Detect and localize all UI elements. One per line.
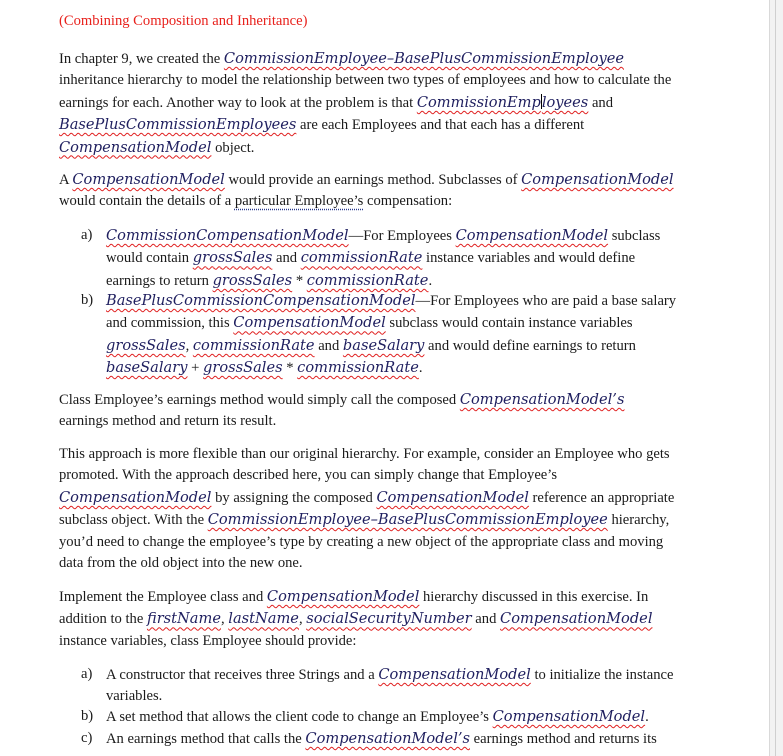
intro-paragraph: In chapter 9, we created the CommissionEmployee–BasePlusCommissionEmployee inheritance hierarchy to model the relationship between two types of employees and how to calculate the earnings for each. Another way to look at the problem is that CommissionEmployees and BasePlusCommissionEmployees are each Employees and that each has a different CompensationModel object. bbox=[59, 50, 672, 156]
margin-line bbox=[775, 0, 776, 756]
list-item: b) BasePlusCommissionCompensationModel—For Employees who are paid a base salary and commission, this CompensationModel subclass would contain instance variables grossSales, commissionRate and baseSalary and would define earnings to return baseSalary + grossSales * commissionRate. bbox=[81, 292, 677, 377]
list-marker: a) bbox=[81, 666, 93, 682]
compensation-model-paragraph: A CompensationModel would provide an earnings method. Subclasses of CompensationModel would contain the details of a particular Employee’s compensation: bbox=[59, 171, 674, 210]
code-term: CompensationModel bbox=[59, 488, 212, 506]
code-term: CompensationModel bbox=[521, 171, 674, 188]
code-term: CompensationModel bbox=[266, 588, 420, 605]
code-term: BasePlusCommissionCompensationModel bbox=[106, 292, 416, 309]
list-marker: b) bbox=[81, 292, 94, 308]
flexibility-paragraph: This approach is more flexible than our original hierarchy. For example, consider an Employee who gets promoted. With the approach described here, you can simply change that Employee’s CompensationModel by assigning the composed CompensationModel reference an appropriate subclass object. With the CommissionEmployee–BasePlusCommissionEmployee hierarchy, you’d need to change the employee’s type by creating a new object of the appropriate class and moving data from the old object into the new one. bbox=[59, 446, 675, 572]
code-term: lastName bbox=[228, 610, 299, 628]
code-term: CompensationModel bbox=[72, 171, 225, 188]
code-term: CompensationModel bbox=[376, 488, 529, 506]
earnings-paragraph: Class Employee’s earnings method would simply call the composed CompensationModel’s earnings method and return its result. bbox=[59, 391, 625, 430]
code-term: CompensationModel’s bbox=[459, 391, 625, 408]
code-term: CommissionEmployee–BasePlusCommissionEmployee bbox=[223, 50, 624, 67]
code-term: CompensationModel bbox=[455, 227, 609, 244]
code-term: CompensationModel bbox=[59, 138, 212, 156]
implementation-paragraph: Implement the Employee class and CompensationModel hierarchy discussed in this exercise. In addition to the firstName, lastName, socialSecurityNumber and CompensationModel instance variables, class Employee should provide: bbox=[59, 588, 653, 649]
code-term: grossSales bbox=[192, 249, 273, 267]
code-term: grossSales bbox=[212, 271, 293, 289]
code-term: CompensationModel bbox=[500, 610, 653, 628]
code-term: firstName bbox=[146, 610, 221, 628]
code-term: baseSalary bbox=[342, 336, 425, 354]
code-term: socialSecurityNumber bbox=[306, 610, 472, 628]
code-term: grossSales bbox=[106, 336, 186, 354]
code-term: CompensationModel bbox=[492, 708, 646, 725]
grammar-flag: particular Employee’s bbox=[234, 193, 364, 210]
code-term: CompensationModel bbox=[378, 666, 531, 683]
code-term: CompensationModel bbox=[233, 314, 386, 332]
exercise-title: (Combining Composition and Inheritance) bbox=[59, 13, 308, 29]
list-marker: a) bbox=[81, 227, 93, 243]
list-marker: b) bbox=[81, 708, 94, 724]
code-term: baseSalary bbox=[106, 359, 188, 377]
code-term: CommissionEmployees bbox=[416, 93, 589, 111]
code-term: BasePlusCommissionEmployees bbox=[59, 116, 297, 134]
code-term: CommissionCompensationModel bbox=[106, 227, 349, 244]
code-term: commissionRate bbox=[300, 249, 423, 267]
code-term: grossSales bbox=[203, 359, 283, 377]
list-item: c) An earnings method that calls the CompensationModel’s earnings method and returns its bbox=[106, 728, 678, 750]
code-term: CommissionEmployee–BasePlusCommissionEmployee bbox=[207, 511, 608, 529]
code-term: commissionRate bbox=[297, 359, 419, 377]
list-item: b) A set method that allows the client code to change an Employee’s CompensationModel. bbox=[106, 706, 678, 728]
page-right-margin bbox=[769, 0, 783, 756]
code-term: commissionRate bbox=[306, 271, 429, 289]
code-term: commissionRate bbox=[192, 336, 315, 354]
list-marker: c) bbox=[81, 730, 93, 746]
list-item: a) CommissionCompensationModel—For Employees CompensationModel subclass would contain grossSales and commissionRate instance variables and would define earnings to return grossSales * commissionRate. bbox=[81, 227, 661, 289]
list-item: a) A constructor that receives three Strings and a CompensationModel to initialize the instance variables. bbox=[81, 666, 674, 705]
code-term: CompensationModel’s bbox=[305, 730, 470, 747]
